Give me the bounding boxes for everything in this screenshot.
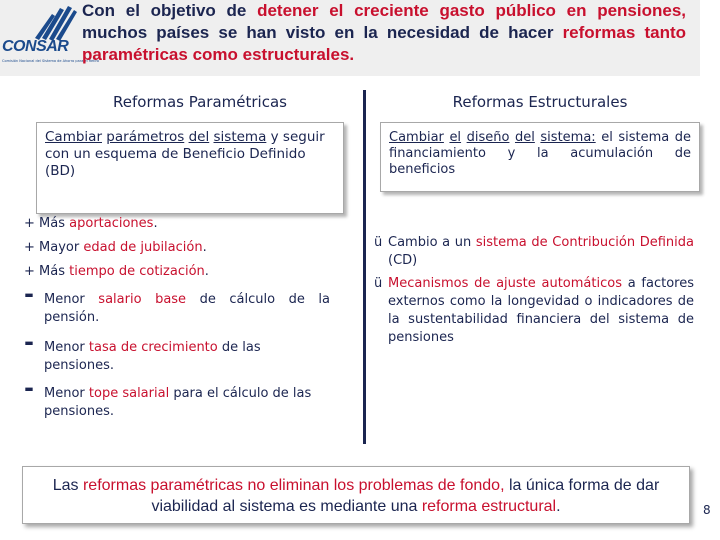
conclusion-box: Las reformas paramétricas no eliminan los problemas de fondo, la única forma de dar viabilidad al sistema es mediante una reforma estructural. (22, 466, 690, 524)
list-item: - Menor tope salarial para el cálculo de las pensiones. (24, 374, 312, 419)
structural-definition-box: Cambiar el diseño del sistema: el sistema de financiamiento y la acumulación de beneficios (380, 122, 700, 192)
list-item: + Mayor edad de jubilación. (24, 240, 207, 255)
minus-icon: - (24, 280, 34, 308)
minus-icon: - (24, 328, 34, 356)
list-item: ü Cambio a un sistema de Contribución Definida (CD) (374, 235, 694, 268)
parametric-title: Reformas Paramétricas (113, 93, 287, 111)
checkmark-icon: ü (374, 235, 383, 250)
logo-swoosh-icon (2, 2, 78, 42)
minus-icon: - (24, 374, 34, 402)
checkmark-icon: ü (374, 276, 383, 291)
structural-title: Reformas Estructurales (452, 93, 628, 111)
list-item: ü Mecanismos de ajuste automáticos a factores externos como la longevidad o indicadores de la sustentabilidad financiera del sistema de pensiones (374, 276, 694, 345)
column-divider (363, 90, 366, 444)
logo-subtitle: Comisión Nacional del Sistema de Ahorro para el Retiro (2, 59, 99, 63)
list-item: - Menor tasa de crecimiento de las pensiones. (24, 328, 261, 373)
list-item: + Más aportaciones. (24, 216, 158, 231)
headline: Con el objetivo de detener el creciente gasto público en pensiones, muchos países se han visto en la necesidad de hacer reformas tanto paramétricas como estructurales. (82, 1, 686, 64)
page-number: 8 (703, 503, 711, 517)
logo-wordmark: CONSAR (2, 38, 69, 55)
list-item: + Más tiempo de cotización. (24, 264, 209, 279)
list-item: - Menor salario base de cálculo de la pensión. (24, 280, 330, 325)
consar-logo (2, 2, 99, 74)
parametric-definition-box: Cambiar parámetros del sistema y seguir con un esquema de Beneficio Definido (BD) (36, 122, 344, 214)
